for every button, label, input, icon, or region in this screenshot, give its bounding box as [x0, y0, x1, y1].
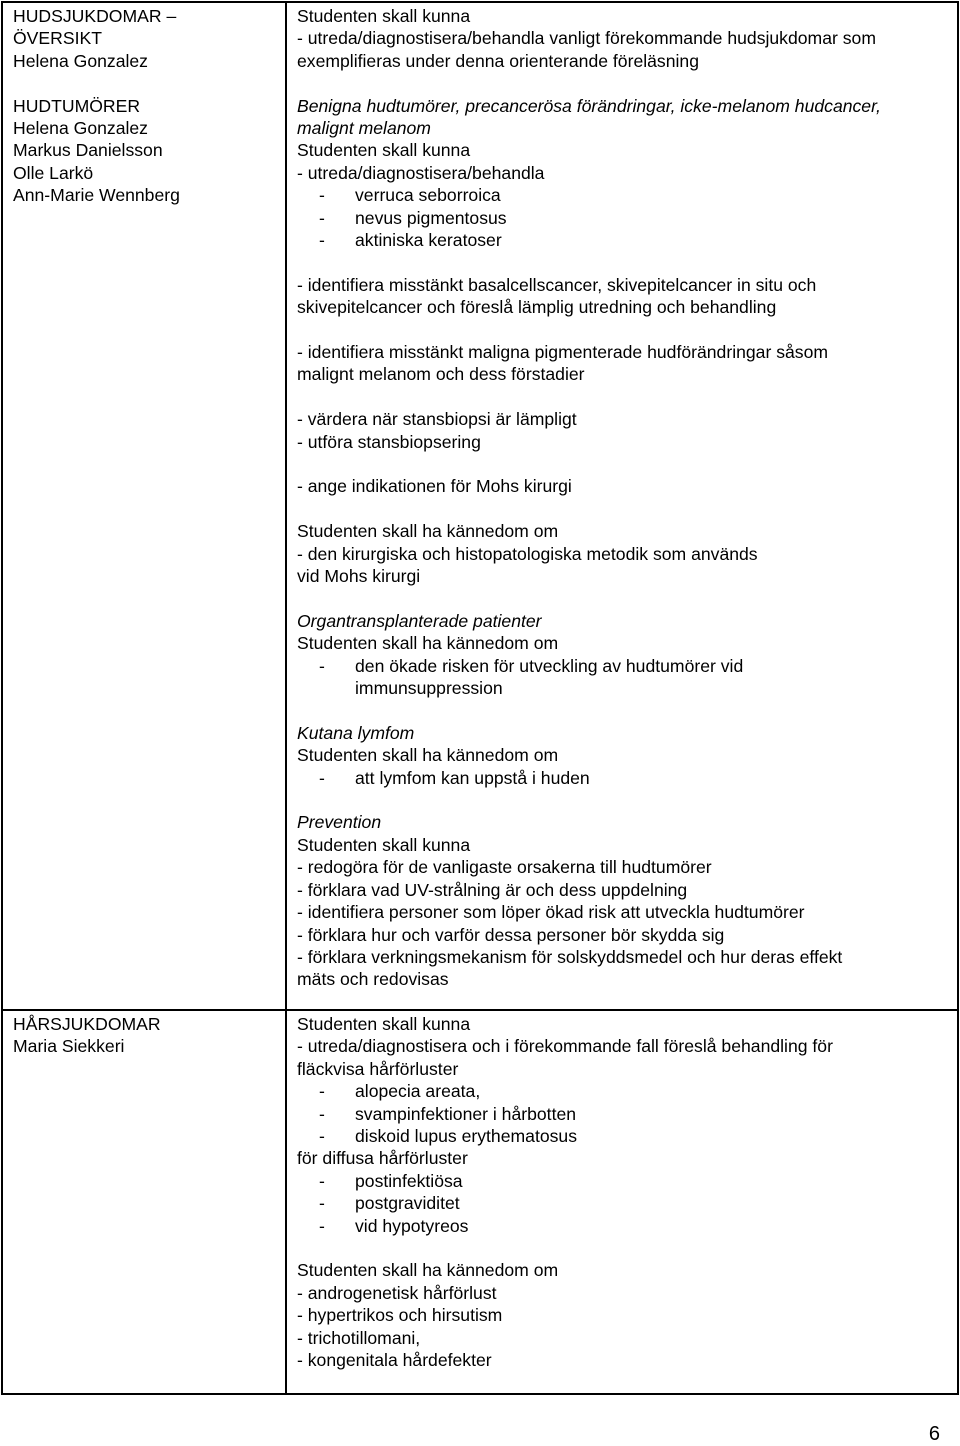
teacher-name: Maria Siekkeri — [13, 1036, 125, 1057]
text-line: - hypertrikos och hirsutism — [297, 1305, 503, 1326]
text-line: - förklara hur och varför dessa personer bör skydda sig — [297, 924, 725, 945]
topic-oversikt — [13, 5, 277, 72]
lymfom-block — [297, 722, 949, 789]
bullet-item: - vid hypotyreos — [319, 1215, 469, 1236]
right-cell-harsjukdomar — [286, 1010, 958, 1394]
text-line: - trichotillomani, — [297, 1327, 421, 1348]
section-heading: Benigna hudtumörer, precancerösa förändringar, icke-melanom hudcancer, — [297, 95, 881, 116]
text-line: - utreda/diagnostisera/behandla — [297, 162, 545, 183]
section-heading: malignt melanom — [297, 118, 431, 139]
text-line: malignt melanom och dess förstadier — [297, 364, 585, 385]
row-harsjukdomar — [2, 1010, 958, 1394]
section-heading: Kutana lymfom — [297, 722, 415, 743]
right-cell-objectives — [286, 2, 958, 1010]
bullet-item: - postgraviditet — [319, 1193, 460, 1214]
stansbiopsi-block — [297, 408, 949, 453]
bullet-item: - alopecia areata, — [319, 1081, 481, 1102]
text-line: Studenten skall kunna — [297, 834, 471, 855]
bullet-item: - diskoid lupus erythematosus — [319, 1126, 577, 1147]
mohs-block — [297, 475, 949, 497]
text-line: - identifiera misstänkt basalcellscancer, skivepitelcancer in situ och — [297, 274, 817, 295]
teacher-name: Ann-Marie Wennberg — [13, 185, 180, 206]
bullet-item: - verruca seborroica — [319, 185, 501, 206]
overview-block — [297, 5, 949, 72]
text-line: - identifiera personer som löper ökad risk att utveckla hudtumörer — [297, 902, 805, 923]
section-heading: Organtransplanterade patienter — [297, 610, 542, 631]
topic-line: ÖVERSIKT — [13, 28, 102, 49]
row-hudsjukdomar — [2, 2, 958, 1010]
text-line: Studenten skall ha kännedom om — [297, 745, 559, 766]
bullet-item: - nevus pigmentosus — [319, 207, 507, 228]
text-line: mäts och redovisas — [297, 969, 449, 990]
topic-line: HUDSJUKDOMAR – — [13, 6, 177, 26]
tumor-block — [297, 95, 949, 252]
bullet-item: - svampinfektioner i hårbotten — [319, 1103, 577, 1124]
text-line: fläckvisa hårförluster — [297, 1058, 459, 1079]
bullet-item: - postinfektiösa — [319, 1170, 463, 1191]
text-line: - ange indikationen för Mohs kirurgi — [297, 476, 572, 497]
topic-line: HUDTUMÖRER — [13, 95, 141, 116]
teacher-name: Helena Gonzalez — [13, 50, 148, 71]
teacher-name: Helena Gonzalez — [13, 118, 148, 139]
basalcell-block — [297, 274, 949, 319]
text-line: Studenten skall kunna — [297, 6, 471, 26]
teacher-name: Olle Larkö — [13, 162, 94, 183]
text-line: - androgenetisk hårförlust — [297, 1282, 497, 1303]
text-line: - redogöra för de vanligaste orsakerna till hudtumörer — [297, 857, 712, 878]
bullet-item: - att lymfom kan uppstå i huden — [319, 767, 590, 788]
text-line: för diffusa hårförluster — [297, 1148, 468, 1169]
text-line: Studenten skall kunna — [297, 1014, 471, 1034]
text-line: Studenten skall ha kännedom om — [297, 1260, 559, 1281]
left-cell-harsjukdomar — [2, 1010, 286, 1394]
melanom-block — [297, 341, 949, 386]
text-line: - förklara vad UV-strålning är och dess uppdelning — [297, 879, 688, 900]
teacher-name: Markus Danielsson — [13, 140, 163, 161]
text-line: - förklara verkningsmekanism för solskyddsmedel och hur deras effekt — [297, 946, 843, 967]
prevention-block — [297, 811, 949, 990]
text-line: Studenten skall ha kännedom om — [297, 633, 559, 654]
curriculum-table — [1, 1, 959, 1395]
text-line: - kongenitala hårdefekter — [297, 1350, 492, 1371]
bullet-item: - den ökade risken för utveckling av hudtumörer vid — [319, 655, 744, 676]
topic-hudtumorer — [13, 95, 277, 207]
section-heading: Prevention — [297, 812, 382, 833]
text-line: - utreda/diagnostisera och i förekommande fall föreslå behandling för — [297, 1036, 833, 1057]
left-cell-topics — [2, 2, 286, 1010]
text-line: - värdera när stansbiopsi är lämpligt — [297, 409, 577, 430]
bullet-item: - aktiniska keratoser — [319, 230, 502, 251]
text-line: - den kirurgiska och histopatologiska metodik som används — [297, 543, 758, 564]
bullet-continuation: immunsuppression — [355, 678, 503, 699]
text-line: - identifiera misstänkt maligna pigmenterade hudförändringar såsom — [297, 342, 829, 363]
text-line: - utreda/diagnostisera/behandla vanligt förekommande hudsjukdomar som — [297, 28, 876, 49]
mohs-knowledge-block — [297, 520, 949, 587]
text-line: exemplifieras under denna orienterande föreläsning — [297, 50, 699, 71]
text-line: Studenten skall kunna — [297, 140, 471, 161]
text-line: skivepitelcancer och föreslå lämplig utredning och behandling — [297, 297, 777, 318]
page-number: 6 — [928, 1423, 940, 1445]
transplant-block — [297, 610, 949, 700]
text-line: Studenten skall ha kännedom om — [297, 521, 559, 542]
topic-line: HÅRSJUKDOMAR — [13, 1014, 161, 1034]
text-line: - utföra stansbiopsering — [297, 431, 481, 452]
text-line: vid Mohs kirurgi — [297, 566, 421, 587]
